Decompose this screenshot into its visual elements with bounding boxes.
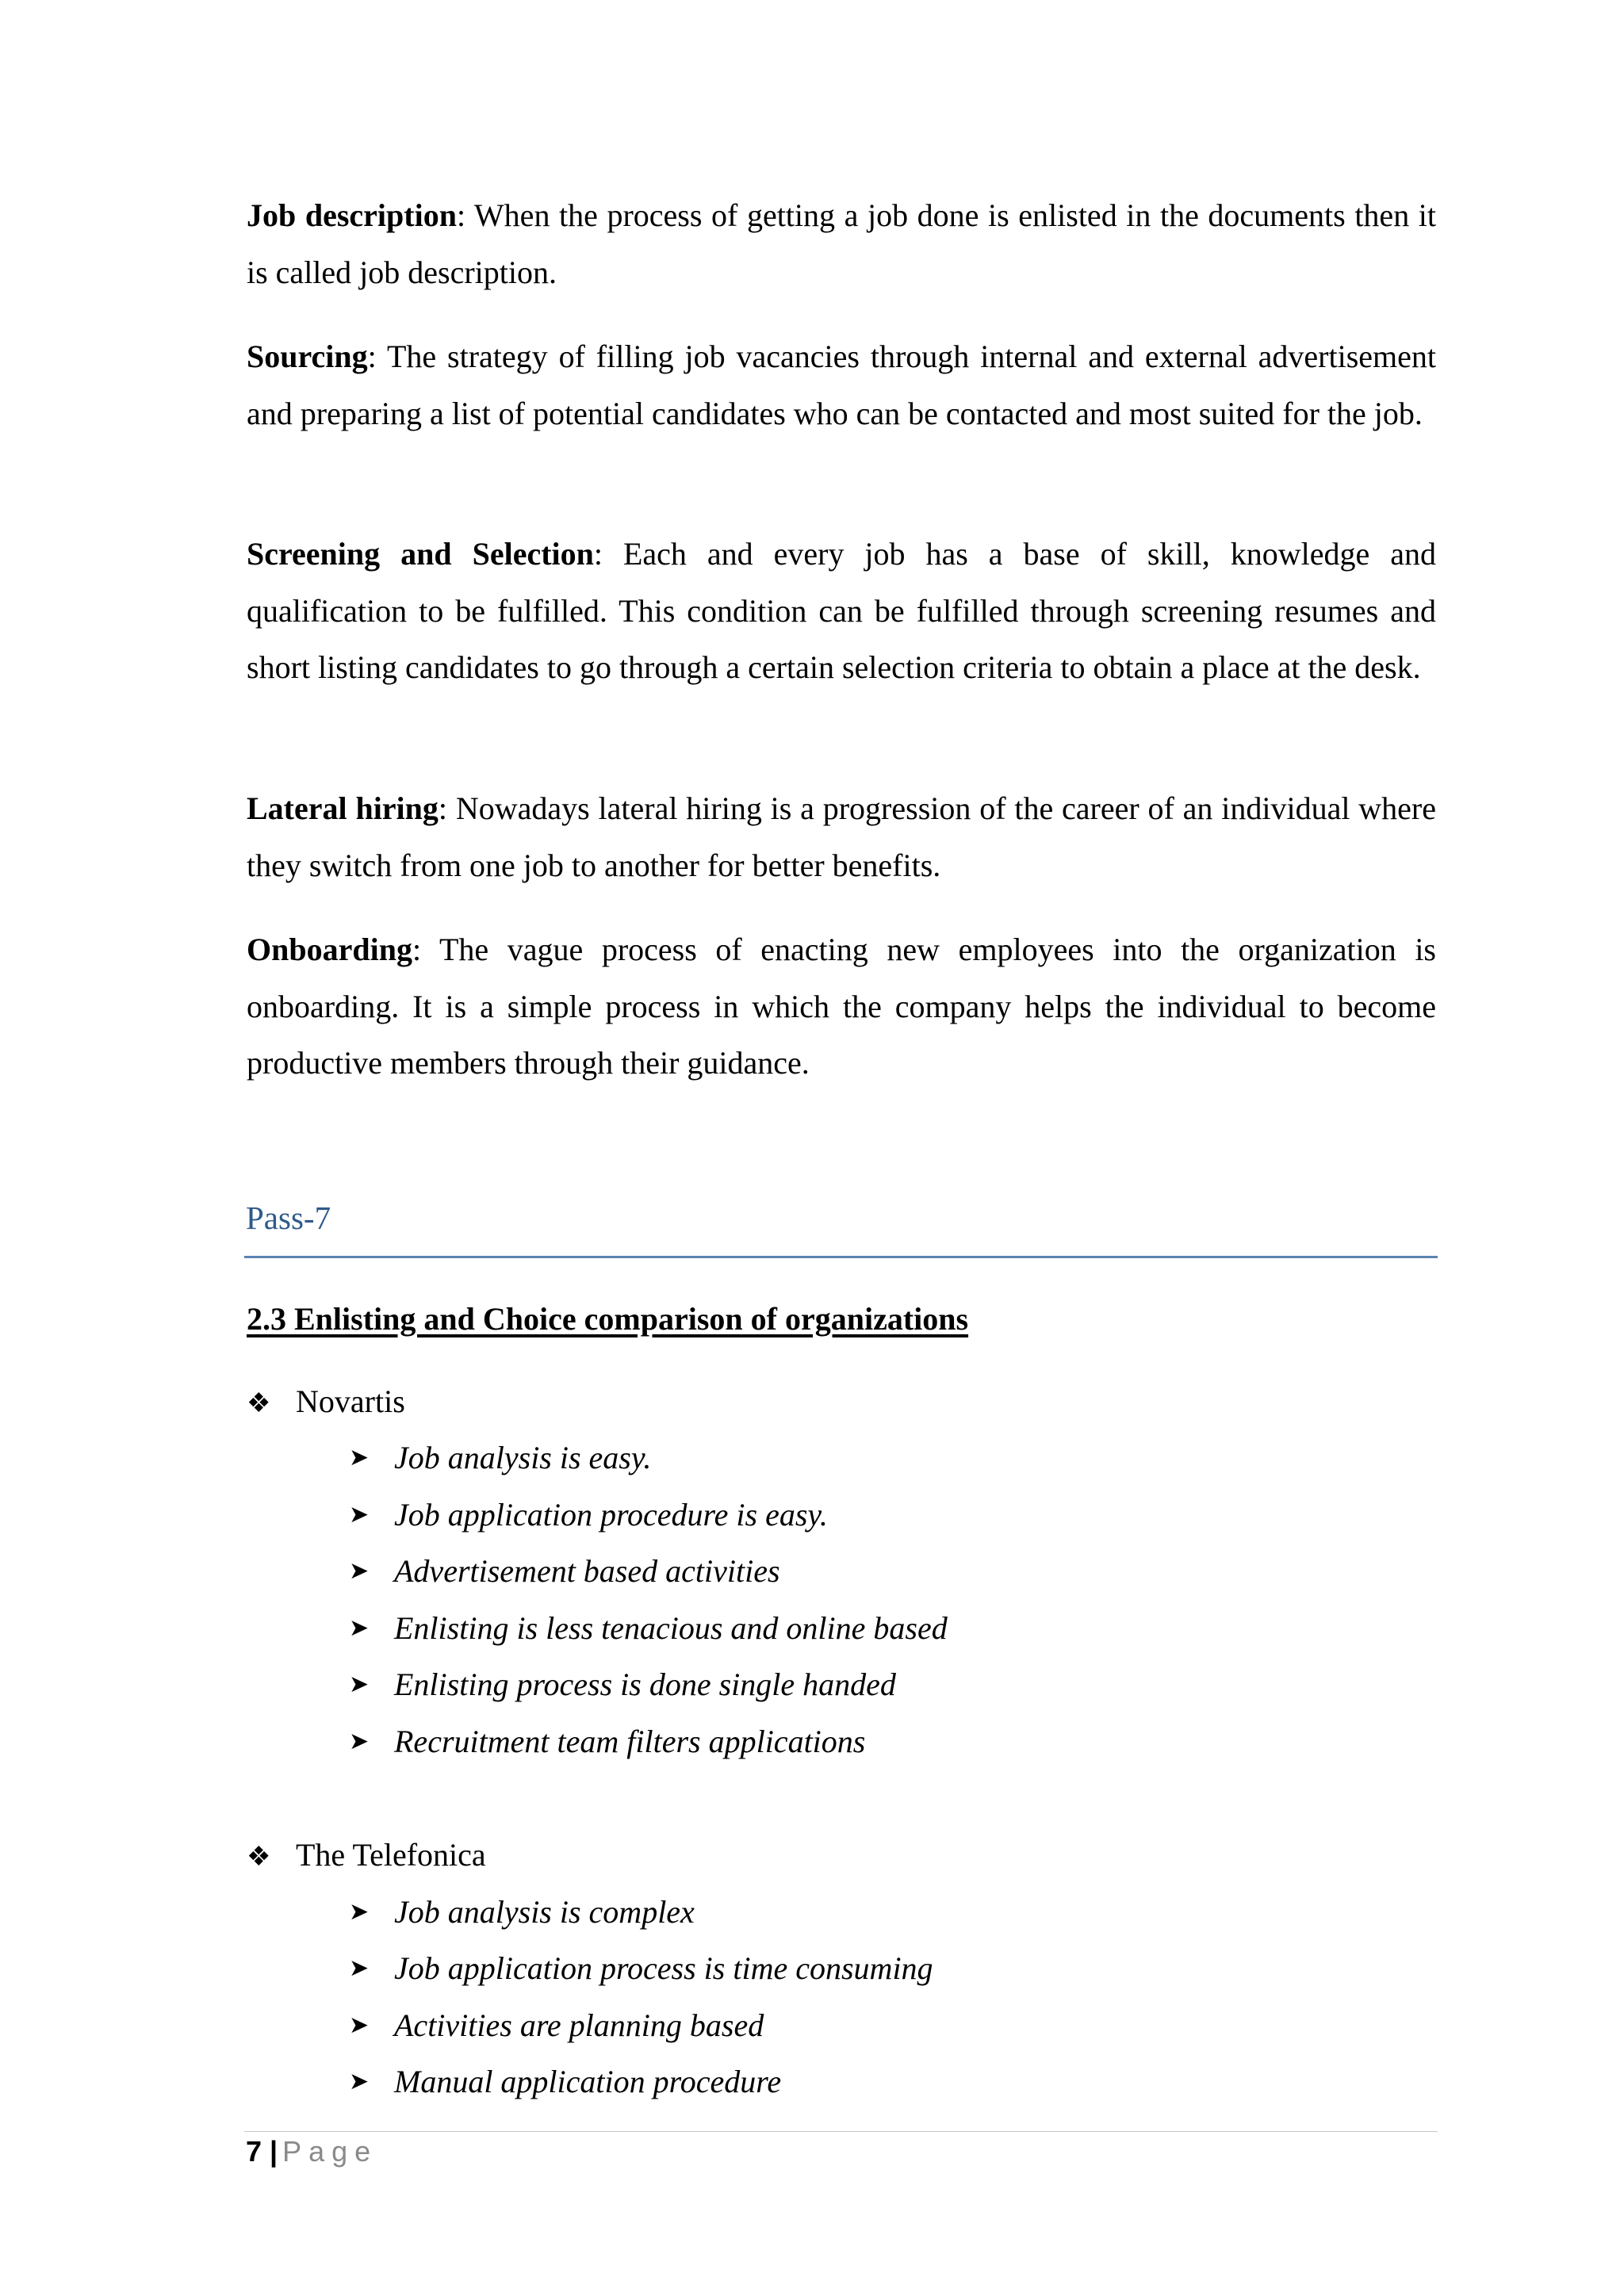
term: Lateral hiring — [247, 790, 439, 826]
arrowhead-bullet-icon: ➤ — [349, 1955, 370, 1981]
list-item — [349, 2063, 781, 2100]
arrowhead-bullet-icon: ➤ — [349, 2068, 370, 2095]
org-name: Novartis — [296, 1383, 405, 1419]
arrowhead-bullet-icon: ➤ — [349, 1502, 370, 1528]
list-item — [349, 1609, 948, 1647]
list-item-text: Enlisting is less tenacious and online based — [394, 1610, 948, 1646]
paragraph-screening — [247, 526, 1436, 696]
list-item-text: Job analysis is complex — [394, 1894, 695, 1930]
list-item — [349, 1439, 651, 1476]
paragraph-job-description — [247, 187, 1436, 300]
list-item — [349, 1496, 828, 1533]
definition: : The strategy of filling job vacancies through internal and external advertisement and preparing a list of potential candidates who can be contacted and most suited for the job. — [247, 339, 1436, 431]
page-footer — [246, 2135, 377, 2168]
term: Sourcing — [247, 339, 368, 374]
list-item-text: Activities are planning based — [394, 2007, 764, 2043]
page-number: 7 — [246, 2135, 262, 2168]
page-label: Page — [282, 2135, 378, 2168]
diamond-bullet-icon: ❖ — [247, 1843, 271, 1872]
list-item — [349, 2007, 764, 2044]
definition: : Nowadays lateral hiring is a progression of the career of an individual where they switch from one job to another for better benefits. — [247, 790, 1437, 883]
section-title: Pass-7 — [246, 1200, 331, 1236]
list-item — [349, 1723, 865, 1760]
list-item-text: Job application process is time consuming — [394, 1950, 933, 1986]
arrowhead-bullet-icon: ➤ — [349, 1671, 370, 1697]
paragraph-sourcing — [247, 328, 1436, 442]
list-item-text: Enlisting process is done single handed — [394, 1667, 896, 1702]
list-item-text: Job analysis is easy. — [394, 1440, 652, 1475]
term: Screening and Selection — [247, 536, 594, 572]
footer-divider — [244, 2131, 1438, 2132]
subheading: 2.3 Enlisting and Choice comparison of organizations — [247, 1301, 969, 1337]
paragraph-lateral-hiring — [247, 780, 1436, 894]
list-item — [349, 1552, 780, 1590]
list-item-text: Job application procedure is easy. — [394, 1497, 828, 1533]
list-item-text: Advertisement based activities — [394, 1553, 780, 1589]
list-item — [349, 1666, 896, 1703]
arrowhead-bullet-icon: ➤ — [349, 1615, 370, 1641]
term: Onboarding — [247, 932, 412, 967]
arrowhead-bullet-icon: ➤ — [349, 1445, 370, 1471]
definition: : Each and every job has a base of skill, knowledge and qualification to be fulfilled. This condition can be fulfilled through screening resumes and short listing candidates to go through a certain selection criteria to obtain a place at the desk. — [247, 536, 1436, 685]
list-item-text: Recruitment team filters applications — [394, 1724, 866, 1759]
org-item-telefonica — [247, 1836, 486, 1873]
arrowhead-bullet-icon: ➤ — [349, 1728, 370, 1755]
paragraph-onboarding — [247, 921, 1436, 1092]
org-item-novartis — [247, 1383, 405, 1420]
arrowhead-bullet-icon: ➤ — [349, 1899, 370, 1925]
definition: : When the process of getting a job done is enlisted in the documents then it is called job description. — [247, 197, 1437, 290]
org-name: The Telefonica — [296, 1837, 486, 1873]
arrowhead-bullet-icon: ➤ — [349, 1558, 370, 1584]
list-item — [349, 1950, 933, 1987]
arrowhead-bullet-icon: ➤ — [349, 2012, 370, 2038]
list-item-text: Manual application procedure — [394, 2064, 782, 2099]
list-item — [349, 1893, 695, 1931]
section-divider — [244, 1256, 1438, 1258]
diamond-bullet-icon: ❖ — [247, 1389, 271, 1418]
term: Job description — [247, 197, 457, 233]
definition: : The vague process of enacting new employees into the organization is onboarding. It is a simple process in which the company helps the individual to become productive members through their guidance. — [247, 932, 1436, 1081]
footer-separator: | — [270, 2135, 278, 2168]
